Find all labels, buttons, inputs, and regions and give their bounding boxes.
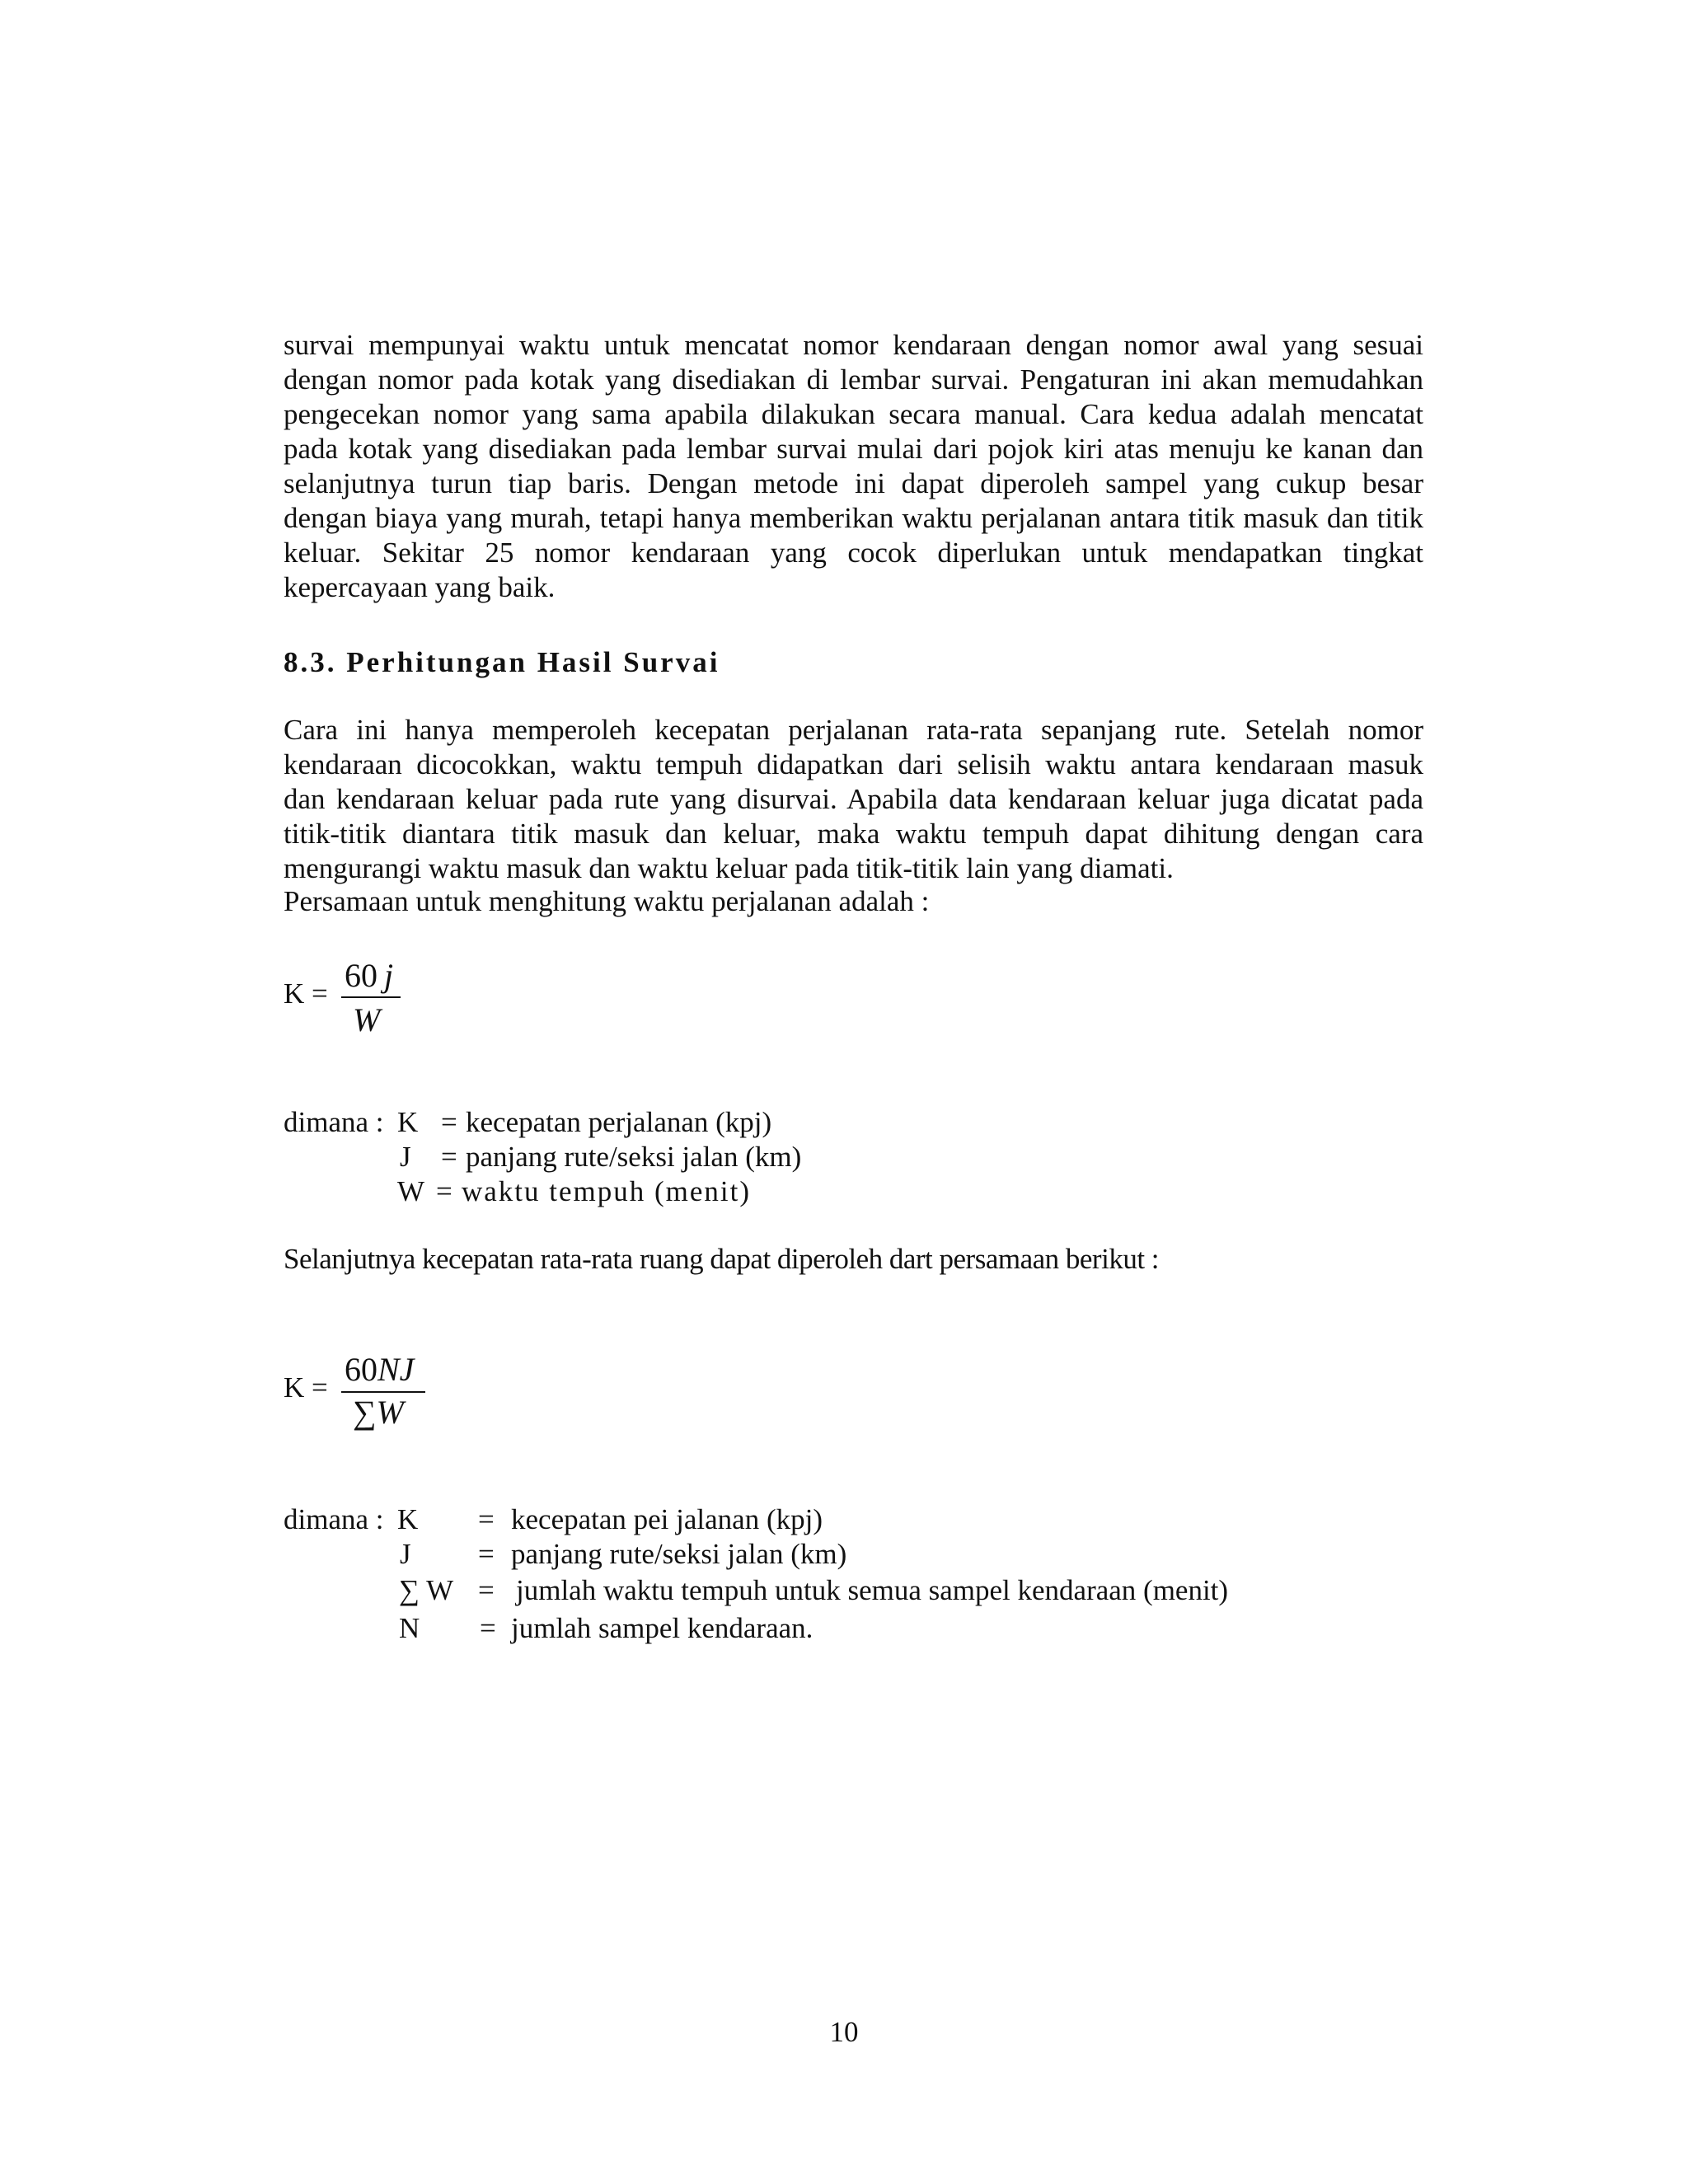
paragraph-line: pengecekan nomor yang sama apabila dilakukan secara manual. Cara kedua adalah mencatat: [284, 398, 1423, 430]
def-symbol: J: [400, 1141, 411, 1173]
def-equals: =: [478, 1538, 495, 1570]
def-equals: =: [478, 1574, 495, 1606]
second-equation-intro: Selanjutnya kecepatan rata-rata ruang dapat diperoleh dart persamaan berikut :: [284, 1243, 1160, 1275]
numerator-constant: 60: [345, 1351, 377, 1388]
def-text: kecepatan perjalanan (kpj): [466, 1106, 772, 1138]
def-text: panjang rute/seksi jalan (km): [466, 1141, 802, 1173]
def-equals: =: [441, 1106, 457, 1138]
numerator-variable: j: [384, 957, 394, 994]
def-equals: =: [478, 1503, 495, 1535]
paragraph-line: Cara ini hanya memperoleh kecepatan perjalanan rata-rata sepanjang rute. Setelah nomor: [284, 714, 1423, 746]
paragraph-line: titik-titik diantara titik masuk dan keluar, maka waktu tempuh dapat dihitung dengan cara: [284, 818, 1423, 850]
formula-lhs: K =: [284, 1371, 328, 1404]
def-text: jumlah sampel kendaraan.: [511, 1612, 814, 1644]
paragraph-line: selanjutnya turun tiap baris. Dengan metode ini dapat diperoleh sampel yang cukup besar: [284, 467, 1423, 499]
def-symbol: K: [397, 1503, 419, 1535]
def-prefix: dimana :: [284, 1503, 384, 1535]
fraction-bar: [341, 996, 401, 998]
def-symbol: N: [399, 1612, 420, 1644]
equation-intro: Persamaan untuk menghitung waktu perjalanan adalah :: [284, 885, 930, 917]
paragraph-line: pada kotak yang disediakan pada lembar survai mulai dari pojok kiri atas menuju ke kanan dan: [284, 433, 1423, 465]
numerator-constant: 60: [345, 957, 377, 994]
paragraph-intro: [284, 328, 1423, 605]
def-equals: =: [480, 1612, 496, 1644]
def-symbol: J: [400, 1538, 411, 1570]
sum-symbol: ∑: [353, 1394, 377, 1431]
denominator-variable: W: [376, 1394, 404, 1431]
formula-numerator: [345, 956, 393, 995]
paragraph-line: dan kendaraan keluar pada rute yang disurvai. Apabila data kendaraan keluar juga dicatat pada: [284, 783, 1423, 815]
def-equals: =: [441, 1141, 457, 1173]
def-prefix: dimana :: [284, 1106, 384, 1138]
section-heading: 8.3. Perhitungan Hasil Survai: [284, 646, 720, 678]
paragraph-line: keluar. Sekitar 25 nomor kendaraan yang cocok diperlukan untuk mendapatkan tingkat: [284, 537, 1423, 569]
paragraph-line: mengurangi waktu masuk dan waktu keluar pada titik-titik lain yang diamati.: [284, 852, 1174, 884]
def-text: kecepatan pei jalanan (kpj): [511, 1503, 823, 1535]
def-symbol: K: [397, 1106, 419, 1138]
formula-denominator: [353, 1393, 404, 1432]
def-equals: =: [436, 1175, 452, 1207]
formula-lhs: K =: [284, 977, 328, 1010]
paragraph-line: kendaraan dicocokkan, waktu tempuh didapatkan dari selisih waktu antara kendaraan masuk: [284, 748, 1423, 780]
def-text: jumlah waktu tempuh untuk semua sampel kendaraan (menit): [516, 1574, 1229, 1606]
paragraph-line: kepercayaan yang baik.: [284, 571, 556, 603]
paragraph-method: [284, 713, 1423, 886]
paragraph-line: dengan biaya yang murah, tetapi hanya memberikan waktu perjalanan antara titik masuk dan titik: [284, 502, 1423, 534]
def-symbol: ∑ W: [399, 1574, 454, 1606]
numerator-variable: NJ: [377, 1351, 415, 1388]
formula-numerator: [345, 1350, 414, 1389]
formula-denominator: W: [353, 1001, 381, 1038]
paragraph-line: survai mempunyai waktu untuk mencatat nomor kendaraan dengan nomor awal yang sesuai: [284, 329, 1423, 361]
page-number: 10: [829, 2016, 859, 2048]
paragraph-line: dengan nomor pada kotak yang disediakan di lembar survai. Pengaturan ini akan memudahkan: [284, 363, 1423, 396]
def-text: waktu tempuh (menit): [462, 1175, 752, 1207]
def-symbol: W: [397, 1175, 425, 1207]
def-text: panjang rute/seksi jalan (km): [511, 1538, 847, 1570]
